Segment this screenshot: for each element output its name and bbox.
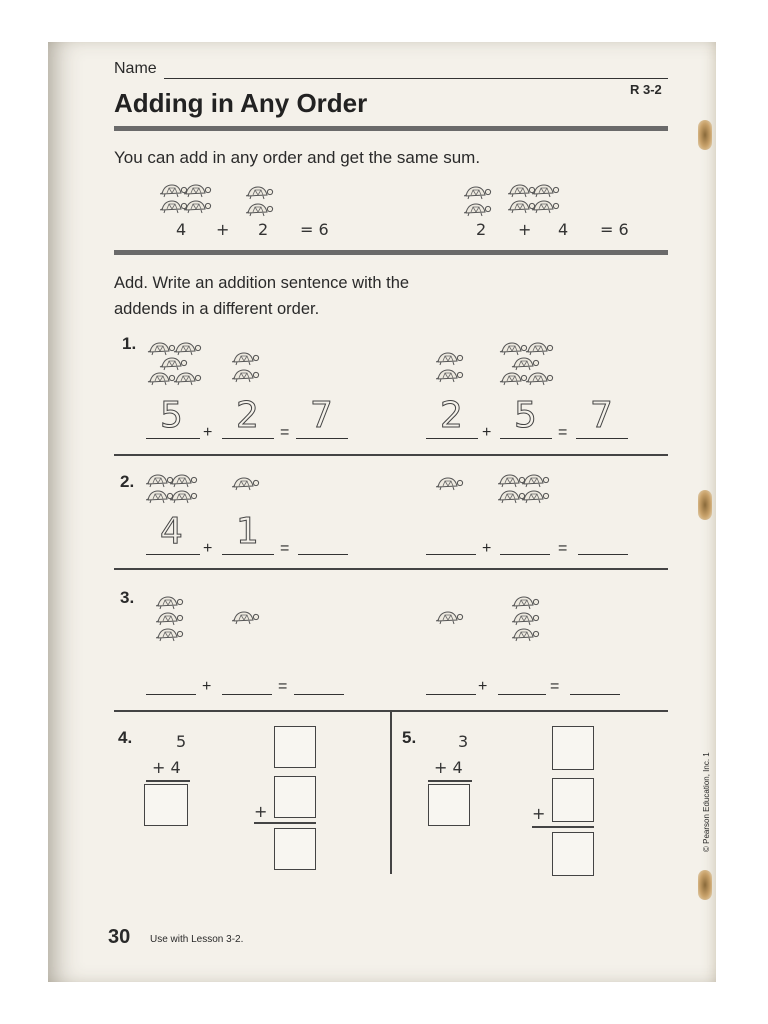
equals-sign: =	[280, 540, 290, 557]
turtle-icon	[508, 185, 535, 197]
turtle-icon	[436, 353, 463, 365]
vertical-second-addend: + 4	[152, 758, 181, 777]
turtle-icon	[464, 187, 491, 199]
turtle-icon	[512, 629, 539, 641]
turtle-icon	[512, 597, 539, 609]
turtle-icon	[174, 373, 201, 385]
traced-digit: 7	[310, 395, 333, 436]
turtle-icon	[526, 373, 553, 385]
answer-box[interactable]	[428, 784, 470, 826]
traced-digit: 4	[160, 511, 183, 552]
divider	[114, 126, 668, 131]
answer-box[interactable]	[144, 784, 188, 826]
turtle-icon	[508, 201, 535, 213]
answer-blank[interactable]	[500, 438, 552, 439]
turtle-group-2	[246, 184, 274, 218]
turtle-icon	[512, 613, 539, 625]
example-right-a: 2	[476, 220, 487, 239]
answer-blank[interactable]	[298, 554, 348, 555]
turtle-icon	[246, 204, 273, 216]
vertical-second-addend: + 4	[434, 758, 463, 777]
answer-box[interactable]	[552, 832, 594, 876]
turtle-icon	[532, 201, 559, 213]
turtle-icon	[246, 187, 273, 199]
traced-digit: 7	[590, 395, 613, 436]
problem-label: 3.	[120, 588, 135, 607]
equals-sign: =	[280, 424, 290, 441]
turtle-group-2	[464, 184, 492, 218]
column-divider	[390, 710, 392, 874]
turtle-group-2	[232, 350, 260, 384]
turtle-icon	[232, 370, 259, 382]
answer-blank[interactable]	[294, 694, 344, 695]
turtle-group-3	[512, 594, 540, 644]
sum-line	[532, 826, 594, 828]
example-left-eq: = 6	[300, 220, 329, 239]
binder-hole	[698, 120, 712, 150]
turtle-icon	[156, 597, 183, 609]
turtle-group-1	[436, 608, 464, 626]
turtle-icon	[436, 370, 463, 382]
equals-sign: =	[550, 678, 560, 695]
turtle-icon	[146, 475, 173, 487]
answer-blank[interactable]	[426, 554, 476, 555]
divider	[114, 568, 668, 570]
example-left-b: 2	[258, 220, 269, 239]
answer-box[interactable]	[552, 778, 594, 822]
turtle-icon	[156, 629, 183, 641]
plus-sign: +	[532, 804, 546, 823]
answer-blank[interactable]	[500, 554, 550, 555]
answer-blank[interactable]	[426, 438, 478, 439]
answer-box[interactable]	[274, 828, 316, 870]
turtle-icon	[522, 491, 549, 503]
answer-blank[interactable]	[570, 694, 620, 695]
answer-blank[interactable]	[146, 438, 200, 439]
example-right-b: 4	[558, 220, 569, 239]
turtle-icon	[170, 475, 197, 487]
sum-line	[428, 780, 472, 782]
vertical-top-addend: 5	[176, 732, 187, 751]
answer-blank[interactable]	[498, 694, 546, 695]
turtle-icon	[174, 343, 201, 355]
answer-blank[interactable]	[296, 438, 348, 439]
example-right-eq: = 6	[600, 220, 629, 239]
lesson-code: R 3-2	[630, 82, 662, 97]
worksheet-page	[48, 42, 716, 982]
turtle-group-4	[498, 472, 550, 506]
lesson-note: Use with Lesson 3-2.	[150, 934, 244, 945]
traced-digit: 5	[160, 395, 183, 436]
turtle-icon	[170, 491, 197, 503]
answer-blank[interactable]	[222, 694, 272, 695]
turtle-icon	[160, 185, 187, 197]
turtle-icon	[498, 475, 525, 487]
sum-line	[254, 822, 316, 824]
turtle-icon	[232, 353, 259, 365]
problem-label: 4.	[118, 728, 133, 747]
plus-sign: +	[203, 540, 213, 557]
turtle-icon	[436, 478, 463, 490]
turtle-icon	[526, 343, 553, 355]
plus-sign: +	[482, 540, 492, 557]
name-field[interactable]	[164, 78, 668, 79]
turtle-icon	[160, 358, 187, 370]
problem-label: 1.	[122, 334, 137, 353]
turtle-icon	[232, 612, 259, 624]
turtle-icon	[148, 343, 175, 355]
divider	[114, 454, 668, 456]
intro-text: You can add in any order and get the same sum.	[114, 148, 481, 167]
turtle-icon	[156, 613, 183, 625]
example-left-plus: +	[216, 220, 230, 239]
turtle-group-1	[232, 474, 260, 492]
turtle-group-2	[436, 350, 464, 384]
plus-sign: +	[482, 424, 492, 441]
problem-label: 5.	[402, 728, 417, 747]
turtle-icon	[500, 343, 527, 355]
page-number: 30	[108, 926, 131, 948]
answer-blank[interactable]	[578, 554, 628, 555]
answer-blank[interactable]	[222, 554, 274, 555]
answer-box[interactable]	[274, 726, 316, 768]
turtle-icon	[146, 491, 173, 503]
example-right-plus: +	[518, 220, 532, 239]
equals-sign: =	[558, 424, 568, 441]
turtle-group-3	[156, 594, 184, 644]
equals-sign: =	[558, 540, 568, 557]
turtle-group-4	[160, 182, 212, 216]
traced-digit: 1	[236, 511, 259, 552]
problem-label: 2.	[120, 472, 135, 491]
turtle-icon	[148, 373, 175, 385]
answer-blank[interactable]	[426, 694, 476, 695]
plus-sign: +	[254, 802, 268, 821]
turtle-icon	[184, 201, 211, 213]
turtle-icon	[498, 491, 525, 503]
sum-line	[146, 780, 190, 782]
page-title: Adding in Any Order	[114, 88, 368, 118]
turtle-icon	[464, 204, 491, 216]
name-label: Name	[114, 60, 157, 77]
turtle-icon	[160, 201, 187, 213]
instructions: Add. Write an addition sentence with the addends in a different order.	[114, 274, 410, 318]
turtle-icon	[184, 185, 211, 197]
plus-sign: +	[202, 678, 212, 695]
turtle-icon	[532, 185, 559, 197]
binder-hole	[698, 870, 712, 900]
answer-box[interactable]	[274, 776, 316, 818]
answer-blank[interactable]	[576, 438, 628, 439]
turtle-icon	[232, 478, 259, 490]
turtle-group-1	[436, 474, 464, 492]
turtle-group-5	[498, 340, 554, 388]
traced-digit: 2	[236, 395, 259, 436]
answer-blank[interactable]	[146, 694, 196, 695]
answer-blank[interactable]	[146, 554, 200, 555]
turtle-icon	[500, 373, 527, 385]
turtle-icon	[436, 612, 463, 624]
divider	[114, 250, 668, 255]
turtle-group-4	[146, 472, 198, 506]
plus-sign: +	[203, 424, 213, 441]
copyright-notice: © Pearson Education, Inc. 1	[702, 752, 711, 852]
traced-digit: 5	[514, 395, 537, 436]
traced-digit: 2	[440, 395, 463, 436]
plus-sign: +	[478, 678, 488, 695]
turtle-group-1	[232, 608, 260, 626]
answer-blank[interactable]	[222, 438, 274, 439]
turtle-icon	[512, 358, 539, 370]
example-left-a: 4	[176, 220, 187, 239]
answer-box[interactable]	[552, 726, 594, 770]
vertical-top-addend: 3	[458, 732, 469, 751]
binder-hole	[698, 490, 712, 520]
equals-sign: =	[278, 678, 288, 695]
turtle-group-5	[146, 340, 202, 388]
turtle-group-4	[508, 182, 560, 216]
turtle-icon	[522, 475, 549, 487]
